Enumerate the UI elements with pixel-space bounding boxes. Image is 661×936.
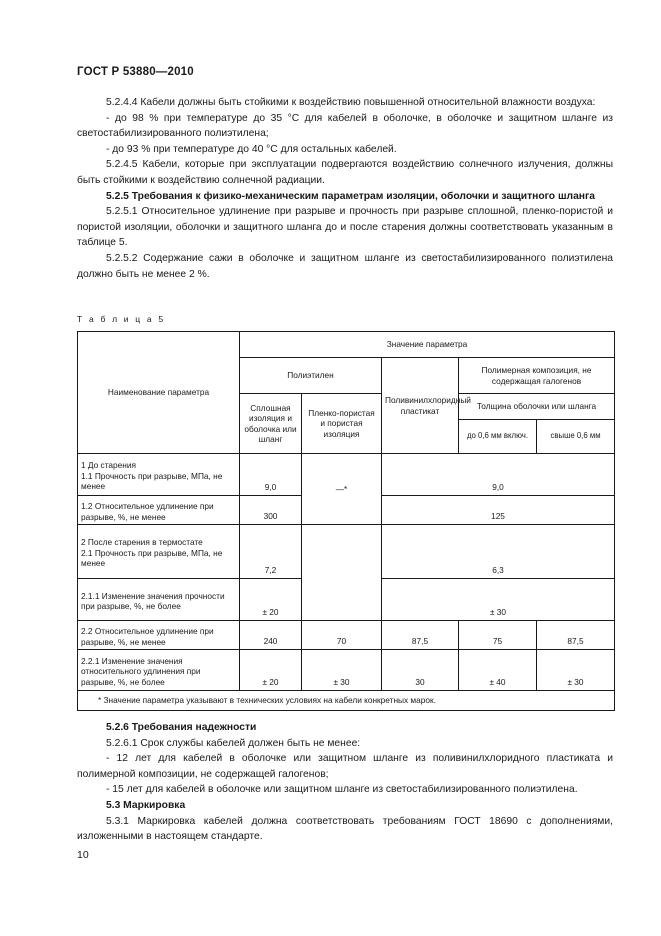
paragraph-5-2-4-5: 5.2.4.5 Кабели, которые при эксплуатации подвергаются воздействию солнечного излучения, должны быть стойкими к воздействию солнечной радиации. [77,159,613,186]
table-caption: Т а б л и ц а 5 [77,314,166,324]
header-foam: Пленко-пористая и пористая изоляция [302,394,382,454]
heading-5-2-5: 5.2.5 Требования к физико-механическим параметрам изоляции, оболочки и защитного шланга [106,190,596,202]
heading-5-3: 5.3 Маркировка [106,799,186,811]
header-pvc: Поливинилхлоридный пластикат [382,358,459,454]
heading-5-2-6: 5.2.6 Требования надежности [106,722,257,733]
paragraph-5-2-6-1: 5.2.6.1 Срок службы кабелей должен быть не менее: [106,737,361,749]
row-name: 2.2.1 Изменение значения относительного удлинения при разрыве, %, не более [78,650,240,691]
header-solid: Сплошная изоляция и оболочка или шланг [240,394,302,454]
paragraph-humidity-93: - до 93 % при температуре до 40 °С для остальных кабелей. [106,143,397,155]
row-foam-merged: —* [302,454,382,525]
row-rest: 125 [382,496,615,525]
row-solid: 9,0 [240,454,302,496]
row-pvc: 87,5 [382,621,459,650]
row-over: ± 30 [537,650,615,691]
table-row [78,525,615,579]
header-param-value: Значение параметра [240,332,615,358]
table-row [78,621,615,650]
row-rest: ± 30 [382,579,615,621]
header-over: свыше 0,6 мм [537,420,615,454]
header-param-name: Наименование параметра [78,332,240,454]
header-polymer: Полимерная композиция, не содержащая галогенов [459,358,615,394]
row-name: 2.1.1 Изменение значения прочности при разрыве, %, не более [78,579,240,621]
table-row [78,650,615,691]
table-row [78,454,615,496]
row-rest: 6,3 [382,525,615,579]
paragraph-humidity-98: - до 98 % при температуре до 35 °С для кабелей в оболочке, в оболочке и защитном шланге из светостабилизированного полиэтилена; [77,112,613,140]
row-pvc: 30 [382,650,459,691]
row-solid: ± 20 [240,650,302,691]
paragraph-12-years: - 12 лет для кабелей в оболочке или защитном шланге из поливинилхлоридного пластиката и полимерной композиции, не содержащей галогенов; [77,753,613,780]
header-upto: до 0,6 мм включ. [459,420,537,454]
table-footnote: * Значение параметра указывают в технических условиях на кабели конкретных марок. [78,691,615,711]
row-name: 1.2 Относительное удлинение при разрыве, %, не менее [78,496,240,525]
row-foam-empty [302,525,382,621]
row-solid: 240 [240,621,302,650]
text-block-bottom [77,720,613,845]
row-name: 1 До старения 1.1 Прочность при разрыве, МПа, не менее [78,454,240,496]
page-number: 10 [77,849,89,861]
header-polyethylene: Полиэтилен [240,358,382,394]
row-foam: ± 30 [302,650,382,691]
document-header: ГОСТ Р 53880—2010 [77,66,194,78]
row-over: 87,5 [537,621,615,650]
row-name: 2 После старения в термостате 2.1 Прочность при разрыве, МПа, не менее [78,525,240,579]
table-5 [77,331,615,711]
paragraph-5-2-4-4: 5.2.4.4 Кабели должны быть стойкими к воздействию повышенной относительной влажности воздуха: [106,97,596,108]
row-solid: 300 [240,496,302,525]
row-name: 2.2 Относительное удлинение при разрыве, %, не менее [78,621,240,650]
row-solid: ± 20 [240,579,302,621]
row-upto: 75 [459,621,537,650]
paragraph-5-2-5-1: 5.2.5.1 Относительное удлинение при разрыве и прочность при разрыве сплошной, пленко-пористой и пористой изоляции, оболочки и защитного шланга до и после старения должны соответствовать указанным в таблице 5. [77,206,613,249]
row-foam: 70 [302,621,382,650]
text-block-top [77,95,613,282]
header-thickness: Толщина оболочки или шланга [459,394,615,420]
paragraph-5-3-1: 5.3.1 Маркировка кабелей должна соответствовать требованиям ГОСТ 18690 с дополнениями, изложенными в настоящем стандарте. [77,815,613,843]
row-rest: 9,0 [382,454,615,496]
row-solid: 7,2 [240,525,302,579]
paragraph-5-2-5-2: 5.2.5.2 Содержание сажи в оболочке и защитном шланге из светостабилизированного полиэтилена должно быть не менее 2 %. [77,252,613,280]
paragraph-15-years: - 15 лет для кабелей в оболочке или защитном шланге из светостабилизированного полиэтилена. [106,784,578,796]
row-upto: ± 40 [459,650,537,691]
